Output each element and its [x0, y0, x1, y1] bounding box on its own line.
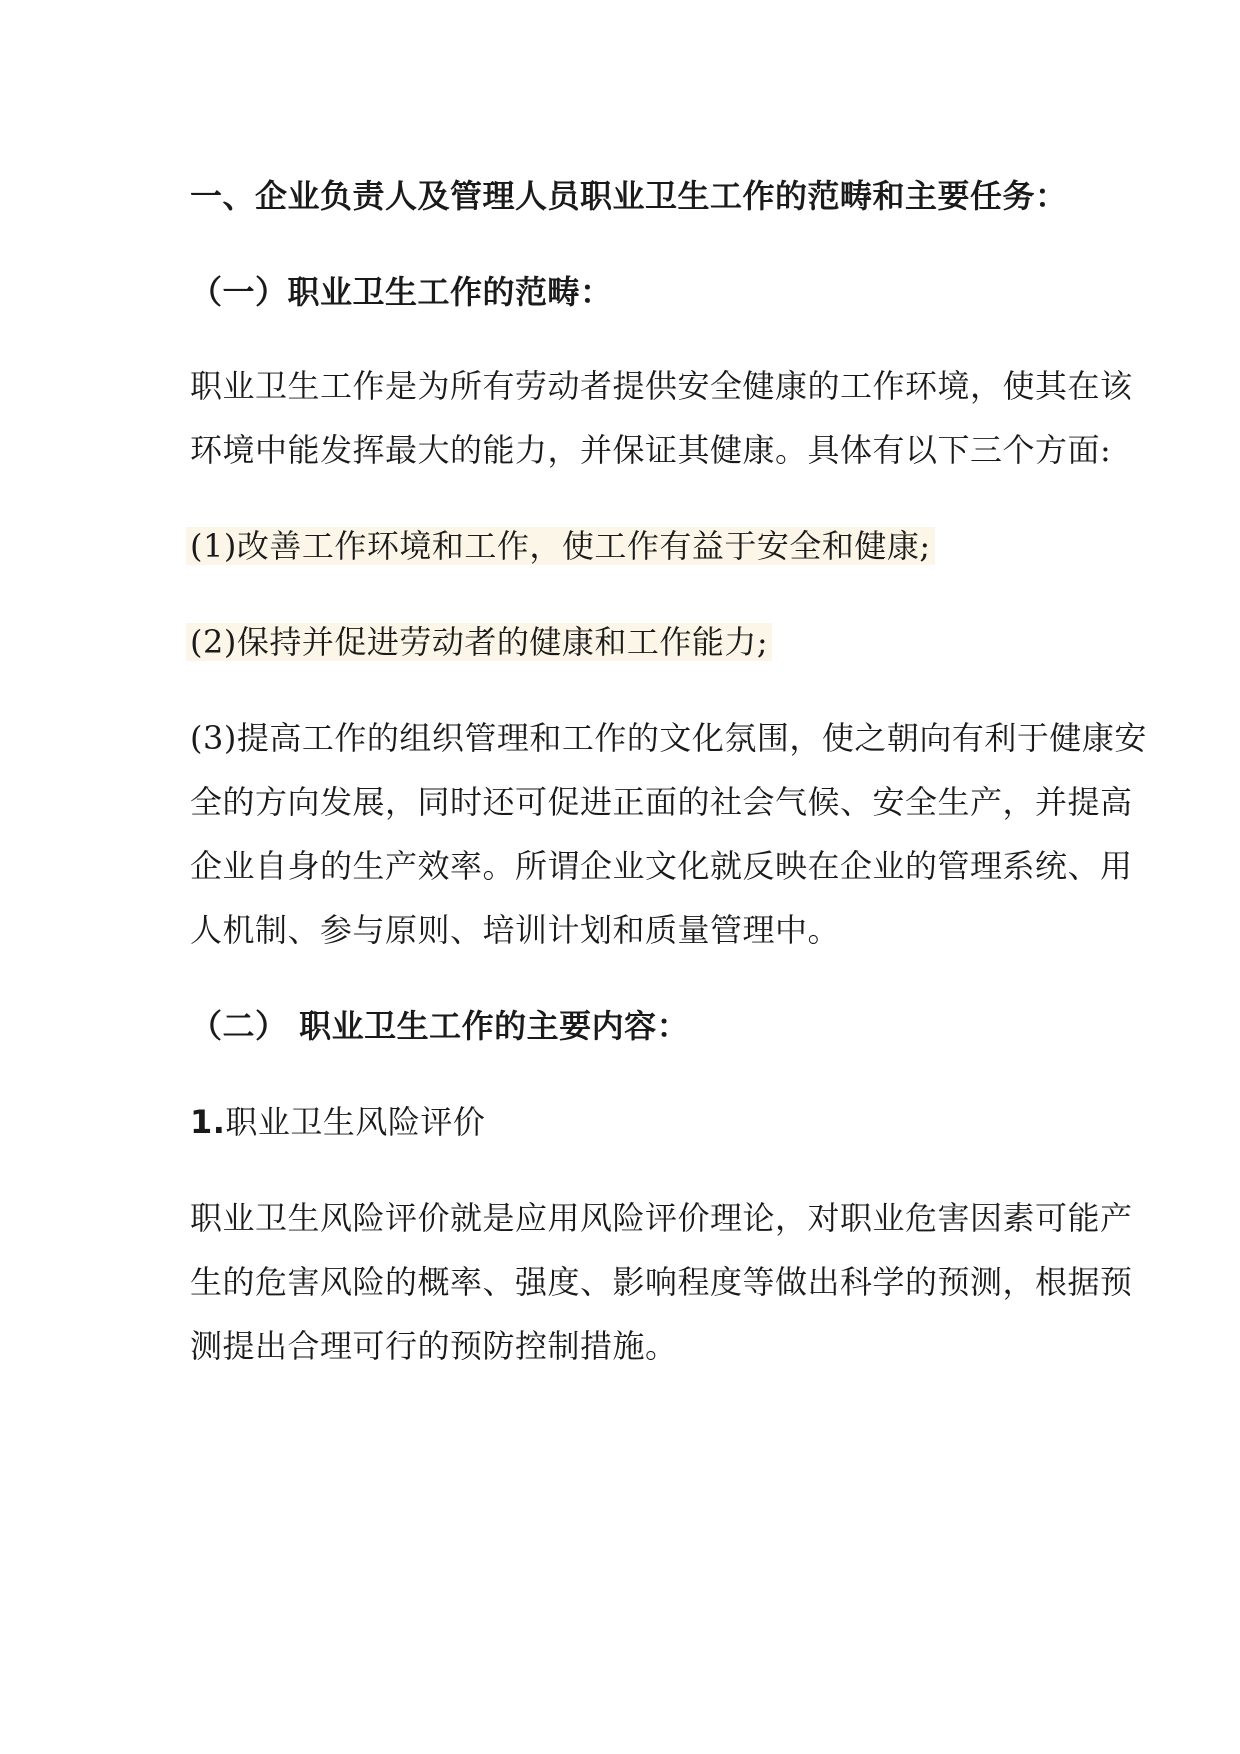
list-item-3-line-1: (3)提高工作的组织管理和工作的文化氛围，使之朝向有利于健康安 [190, 719, 1147, 757]
section-2-heading: （二） 职业卫生工作的主要内容： [190, 1007, 690, 1045]
section-1-intro-line-2: 环境中能发挥最大的能力，并保证其健康。具体有以下三个方面: [190, 431, 1112, 469]
list-item-3-line-4: 人机制、参与原则、培训计划和质量管理中。 [190, 911, 841, 949]
section-1-heading: （一）职业卫生工作的范畴： [190, 273, 613, 311]
list-item-3-line-2: 全的方向发展，同时还可促进正面的社会气候、安全生产，并提高 [190, 783, 1133, 821]
heading-1: 一、企业负责人及管理人员职业卫生工作的范畴和主要任务： [190, 177, 1068, 215]
list-item-3-line-3: 企业自身的生产效率。所谓企业文化就反映在企业的管理系统、用 [190, 847, 1133, 885]
subsection-1-line-3: 测提出合理可行的预防控制措施。 [190, 1327, 678, 1365]
subsection-1-title-text: 职业卫生风险评价 [225, 1103, 486, 1141]
list-item-1 [190, 526, 935, 566]
section-1-intro-line-1: 职业卫生工作是为所有劳动者提供安全健康的工作环境，使其在该 [190, 367, 1133, 405]
subsection-1-number: 1. [190, 1103, 226, 1141]
list-item-2-text: (2)保持并促进劳动者的健康和工作能力; [186, 623, 772, 661]
subsection-1-title [190, 1102, 485, 1142]
list-item-1-text: (1)改善工作环境和工作，使工作有益于安全和健康; [186, 527, 935, 565]
subsection-1-line-2: 生的危害风险的概率、强度、影响程度等做出科学的预测，根据预 [190, 1263, 1133, 1301]
list-item-2 [190, 622, 772, 662]
subsection-1-line-1: 职业卫生风险评价就是应用风险评价理论，对职业危害因素可能产 [190, 1199, 1133, 1237]
